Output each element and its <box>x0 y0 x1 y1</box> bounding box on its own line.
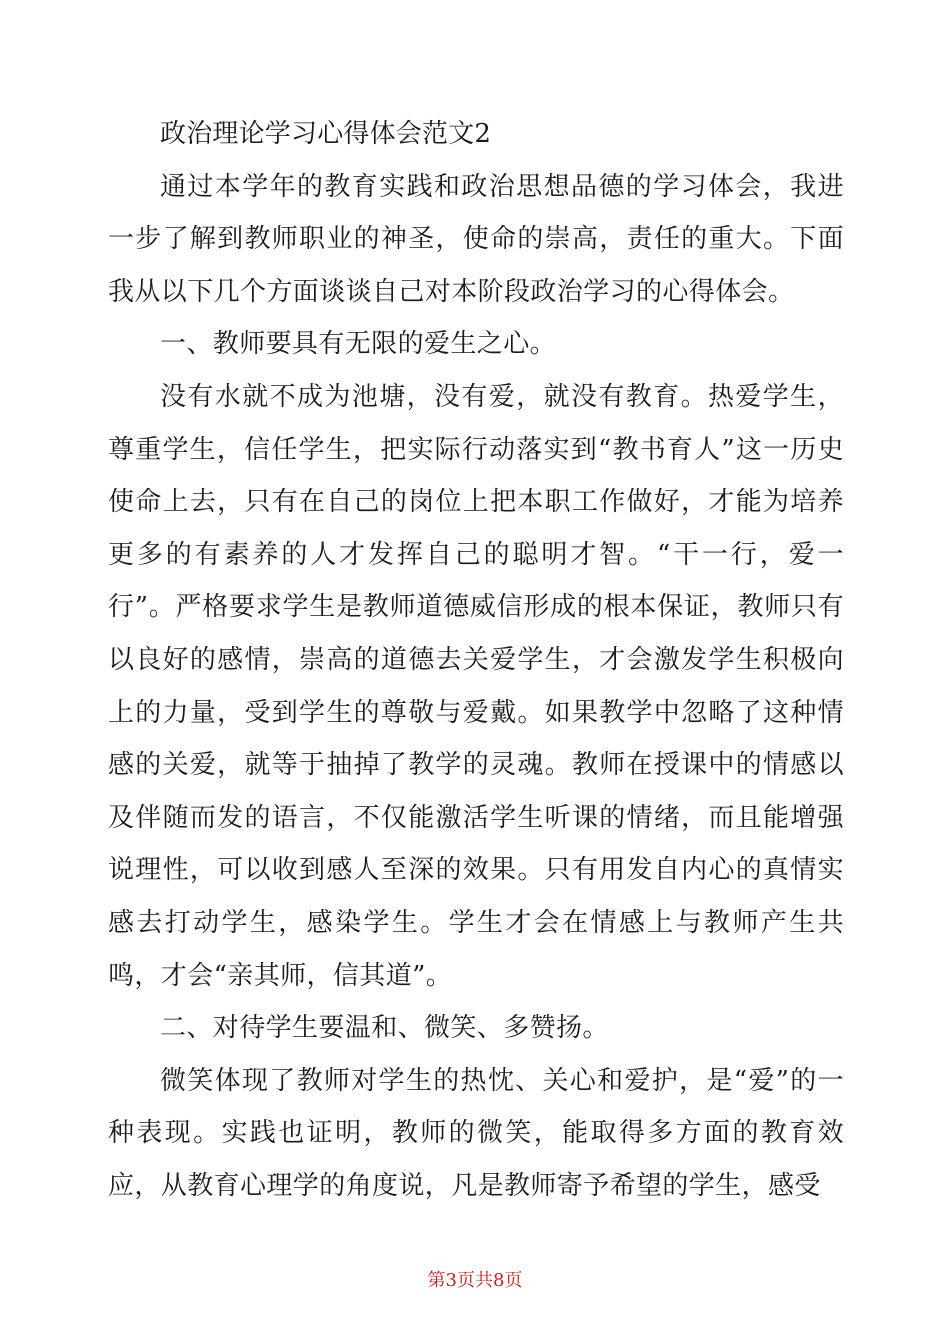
document-body <box>108 108 844 1212</box>
document-title: 政治理论学习心得体会范文2 <box>160 119 492 149</box>
paragraph-section-2: 微笑体现了教师对学生的热忱、关心和爱护，是“爱”的一种表现。实践也证明，教师的微笑，能取得多方面的教育效应，从教育心理学的角度说，凡是教师寄予希望的学生，感受 <box>108 1065 844 1201</box>
paragraph-section-1: 没有水就不成为池塘，没有爱，就没有教育。热爱学生，尊重学生，信任学生，把实际行动落实到“教书育人”这一历史使命上去，只有在自己的岗位上把本职工作做好，才能为培养更多的有素养的人才发挥自己的聪明才智。“干一行，爱一行”。严格要求学生是教师道德威信形成的根本保证，教师只有以良好的感情，崇高的道德去关爱学生，才会激发学生积极向上的力量，受到学生的尊敬与爱戴。如果教学中忽略了这种情感的关爱，就等于抽掉了教学的灵魂。教师在授课中的情感以及伴随而发的语言，不仅能激活学生听课的情绪，而且能增强说理性，可以收到感人至深的效果。只有用发自内心的真情实感去打动学生，感染学生。学生才会在情感上与教师产生共鸣，才会“亲其师，信其道”。 <box>108 381 844 991</box>
section-heading-1: 一、教师要具有无限的爱生之心。 <box>160 329 557 360</box>
paragraph-intro: 通过本学年的教育实践和政治思想品德的学习体会，我进一步了解到教师职业的神圣，使命的崇高，责任的重大。下面我从以下几个方面谈谈自己对本阶段政治学习的心得体会。 <box>108 171 844 307</box>
section-heading-2: 二、对待学生要温和、微笑、多赞扬。 <box>160 1013 609 1044</box>
page-number-footer: 第3页共8页 <box>427 1270 523 1291</box>
